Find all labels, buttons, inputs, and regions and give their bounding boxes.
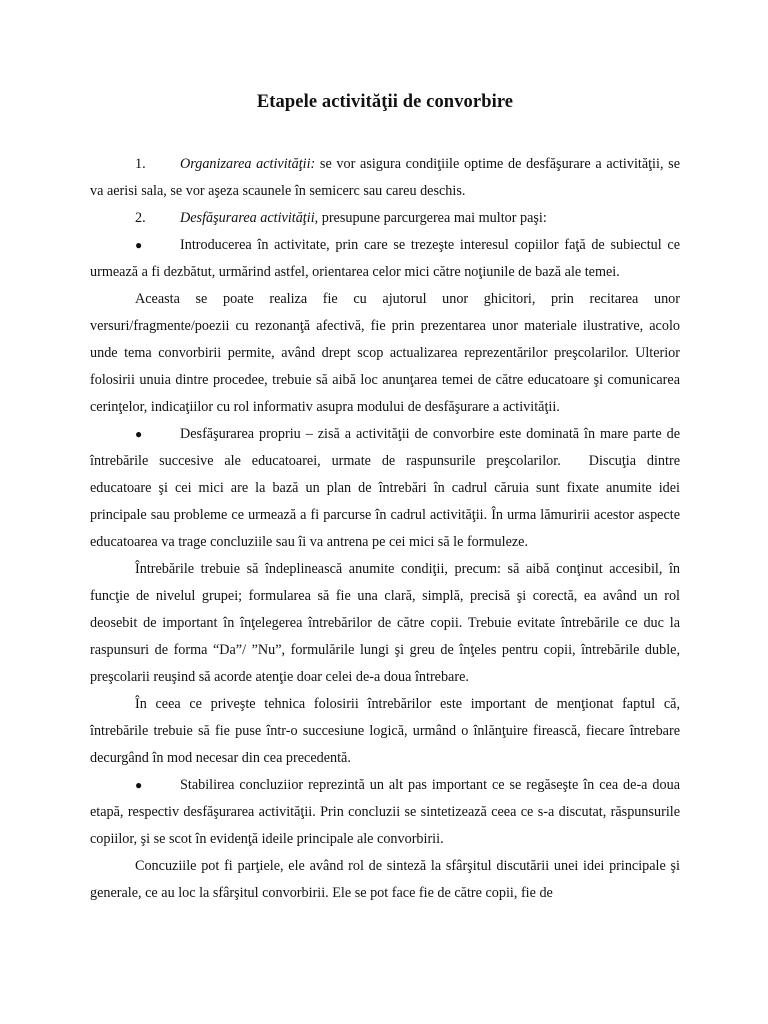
numbered-item-1	[90, 151, 680, 205]
bullet-text: Desfăşurarea propriu – zisă a activităţii de convorbire este dominată în mare parte de întrebările succesive ale educatoarei, urmate de raspunsurile preşcolarilor.	[90, 426, 680, 469]
paragraph-conditii-intrebari: Întrebările trebuie să îndeplinească anumite condiţii, precum: să aibă conţinut accesibil, în funcţie de nivelul grupei; formularea să fie una clară, simplă, precisă şi corectă, ea având un rol deosebit de important în înţelegerea întrebărilor de către copii. Trebuie evitate întrebările ce duc la raspunsuri de forma “Da”/ ”Nu”, formulările lungi şi greu de înţeles pentru copii, întrebările duble, preşcolarii reuşind să acorde atenţie doar celei de-a doua întrebare.	[90, 561, 680, 685]
document-title: Etapele activităţii de convorbire	[256, 92, 514, 112]
document-body	[90, 151, 680, 907]
item-number: 1.	[135, 156, 146, 172]
numbered-item-2	[90, 205, 680, 232]
bullet-item-concluzii	[90, 772, 680, 853]
item-text: se vor asigura condiţiile optime de desfăşurare a activităţii, se va aerisi sala, se vor aşeza scaunele în semicerc sau careu deschis.	[90, 156, 680, 199]
bullet-text-continued: Discuţia dintre educatoare şi cei mici are la bază un plan de întrebări în cadrul căruia sunt fixate anumite idei principale sau probleme ce urmează a fi parcurse în cadrul activităţii. În urma lămuririi acestor aspecte educatoarea va trage concluziile sau îi va antrena pe cei mici să le formuleze.	[90, 453, 680, 550]
paragraph-concluzii-partiale: Concuziile pot fi parţiele, ele având rol de sinteză la sfârşitul discutării unei idei principale şi generale, ce au loc la sfârşitul convorbirii. Ele se pot face fie de către copii, fie de	[90, 858, 680, 901]
paragraph-procedee: Aceasta se poate realiza fie cu ajutorul unor ghicitori, prin recitarea unor versuri/fragmente/poezii cu rezonanţă afectivă, fie prin prezentarea unor materiale ilustrative, acolo unde tema convorbirii permite, având drept scop actualizarea reprezentărilor preşcolarilor. Ulterior folosirii unuia dintre procedee, trebuie să aibă loc anunţarea temei de către educatoare şi comunicarea cerinţelor, indicaţiilor cu rol informativ asupra modului de desfăşurare a activităţii.	[90, 291, 680, 415]
bullet-icon: ●	[135, 778, 143, 792]
item-number: 2.	[135, 210, 146, 226]
bullet-item-desfasurare	[90, 421, 680, 556]
bullet-icon: ●	[135, 427, 143, 441]
item-label: Desfăşurarea activităţii,	[180, 210, 319, 226]
bullet-text: Introducerea în activitate, prin care se trezeşte interesul copiilor faţă de subiectul ce urmează a fi dezbătut, urmărind astfel, orientarea celor mici către noţiunile de bază ale temei.	[90, 237, 680, 280]
bullet-icon: ●	[135, 238, 143, 252]
item-label: Organizarea activităţii:	[180, 156, 316, 172]
bullet-text: Stabilirea concluziior reprezintă un alt pas important ce se regăseşte în cea de-a doua etapă, respectiv desfăşurarea activităţii. Prin concluzii se sintetizează ceea ce s-a discutat, răspunsurile copiilor, şi se scot în evidenţă ideile principale ale convorbirii.	[90, 777, 680, 847]
paragraph-tehnica-intrebari: În ceea ce priveşte tehnica folosirii întrebărilor este important de menţionat faptul că, întrebările trebuie să fie puse într-o succesiune logică, urmând o înlănţuire firească, fiecare întrebare decurgând în mod necesar din cea precedentă.	[90, 696, 680, 766]
item-text: presupune parcurgerea mai multor paşi:	[318, 210, 547, 226]
bullet-item-introducere	[90, 232, 680, 286]
